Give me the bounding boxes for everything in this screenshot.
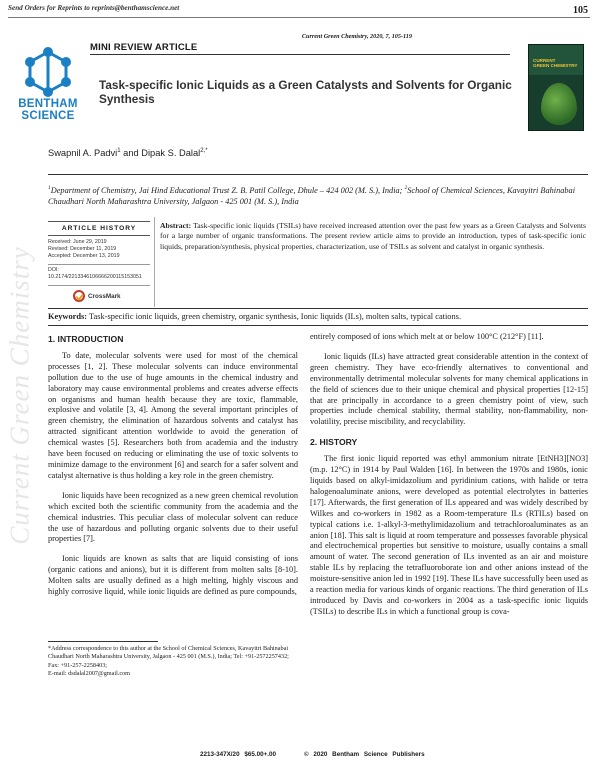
article-history-title: ARTICLE HISTORY xyxy=(48,221,150,236)
author-list xyxy=(48,148,208,158)
journal-cover xyxy=(528,44,584,131)
keywords xyxy=(48,312,588,321)
body-paragraph: Ionic liquids have been recognized as a new green chemical revolution which excited both the scientific community from the academia and the chemical industries. This peculiar class of molecular solvent can reduce the use of hazardous and polluting organic solvents due to their useful properties [7]. xyxy=(48,490,298,544)
reprints-notice: Send Orders for Reprints to reprints@benthamscience.net xyxy=(8,4,180,12)
cover-leaf-image xyxy=(541,83,577,125)
footnote-email[interactable]: E-mail: dsdalal2007@gmail.com xyxy=(48,670,130,678)
logo-text-science: SCIENCE xyxy=(21,110,75,122)
journal-citation: Current Green Chemistry, 2020, 7, 105-119 xyxy=(301,33,412,40)
keywords-text: Task-specific ionic liquids, green chemistry, organic synthesis, Ionic liquids (ILs), molten salts, typical cations. xyxy=(87,312,462,321)
cover-title-line2: GREEN CHEMISTRY xyxy=(533,63,578,68)
history-abstract-divider xyxy=(154,217,155,307)
footnote-address: *Address correspondence to this author at the School of Chemical Sciences, Kavayitri Bahinabai Chaudhari North Maharashtra University, Jalgaon - 425 001 (M.S.), India; Tel: +91-2572257432; Fax: +91-257-2258403; xyxy=(48,645,289,669)
received-date: Received: June 29, 2019 xyxy=(48,239,107,245)
body-paragraph: entirely composed of ions which melt at or below 100°C (212°F) [11]. xyxy=(310,332,544,341)
affiliation-marker: 1 xyxy=(48,185,51,191)
history-divider xyxy=(48,264,150,265)
body-column-right xyxy=(310,332,588,627)
article-title: Task-specific Ionic Liquids as a Green Catalysts and Solvents for Organic Synthesis xyxy=(99,78,512,106)
section-heading-introduction: 1. INTRODUCTION xyxy=(48,334,124,344)
logo-text-bentham: BENTHAM xyxy=(18,98,78,110)
crossmark-icon xyxy=(73,290,85,302)
affiliations xyxy=(48,183,578,207)
author-separator: and xyxy=(120,148,142,159)
article-type: MINI REVIEW ARTICLE xyxy=(90,42,198,53)
cover-title-line1: CURRENT xyxy=(533,58,556,63)
journal-watermark: Current Green Chemistry xyxy=(4,246,35,545)
crossmark-button[interactable] xyxy=(73,290,150,302)
history-divider xyxy=(48,285,150,286)
section-heading-history: 2. HISTORY xyxy=(310,437,358,448)
affiliation-2: School of Chemical Sciences, Kavayitri Bahinabai Chaudhari North Maharashtra University, Jalgaon - 425 001 (M. S.), India xyxy=(48,185,575,206)
doi-label: DOI: xyxy=(48,267,59,273)
correspondence-footnote xyxy=(48,645,300,679)
author-affiliation-marker: 2,* xyxy=(200,148,208,154)
footer-copyright: © 2020 Bentham Science Publishers xyxy=(304,751,425,758)
affiliation-marker: 2 xyxy=(404,185,408,191)
body-paragraph: The first ionic liquid reported was ethyl ammonium nitrate [EtNH3][NO3] (m.p. 12°C) in 1914 by Paul Walden [16]. In between the 1970s and 1980s, ionic liquids based on alkyl-imidazolium and pyridinium cations, with halide or tetra halogenoaluminate anions, were developed as potential electrolytes in batteries [17]. Afterwards, the first generation of ILs appeared and was widely described by Wilkes and co-workers in 1982 as a Room-temperature ILs (RTILs) based on typical cations i.e. 1-alkyl-3-methylimidazolium and tetrachloroaluminates as an anion [18]. This salt is liquid at room temperature and possesses favorable physical and electrochemical properties but sensitive to moisture, usually contains a small amount of water. The second generation of ILs invented as an air and moisture stable ILs by replacing the tetrafluoroborate ion and other anions instead of the moisture-sensitive anion led in 1992 [19]. These ILs have successfully been used as a reaction media for various kinds of organic reactions. The third generation of ILs introduced by Davis and co-workers in 2004 as a task-specific ionic liquids (TSILs) to describe ILs in which a functional group is cova- xyxy=(310,454,588,616)
body-paragraph: Ionic liquids (ILs) have attracted great considerable attention in the context of green chemistry. They have eco-friendly alternatives to conventional and environmentally detrimental molecular solvents for many chemical applications in the field of sciences due to their unique chemical and physical properties [12-15] that are principally in accordance to a green chemistry point of view, such properties include chemical stability, thermal stability, non-flammability, non-volatility, precise miscibility, and recyclability. xyxy=(310,351,588,427)
header-rule xyxy=(8,17,590,18)
crossmark-label: CrossMark xyxy=(88,292,121,300)
body-paragraph: To date, molecular solvents were used for most of the chemical processes [1, 2]. These molecular solvents can induce environmental pollution due to the use of huge amounts in the chemical industry and laboratory may cause environmental problems and creates adverse effects on organisms and human health because they are toxic, flammable, explosive and volatile [3, 4]. Among the several important principles of green chemistry, the elimination of hazardous solvents and catalyst has attracted significant attention worldwide to avoid the generation of chemical wastes [5]. Researchers both from academia and the industry have been focused on reducing or eliminating the use of toxic solvents to minimize damage to the environment [6] and search for a safer solvent and catalyst alternative is thus holding a key role in the green chemistry. xyxy=(48,350,298,480)
footnote-rule xyxy=(48,641,158,642)
keywords-rule-top xyxy=(48,308,588,309)
authors-rule xyxy=(48,174,588,175)
abstract-label: Abstract: xyxy=(160,221,192,230)
revised-date: Revised: December 11, 2019 xyxy=(48,246,117,252)
keywords-label: Keywords: xyxy=(48,312,88,321)
body-column-left xyxy=(48,332,298,607)
page-number: 105 xyxy=(573,5,588,16)
footer-issn: 2213-347X/20 $65.00+.00 xyxy=(200,751,277,758)
abstract xyxy=(160,221,586,252)
author-name: Dipak S. Dalal xyxy=(141,148,201,159)
affiliation-1: Department of Chemistry, Jai Hind Educational Trust Z. B. Patil College, Dhule – 424 002 (M. S.), India; xyxy=(50,185,405,195)
cover-title xyxy=(533,58,578,68)
molecule-icon xyxy=(8,44,88,98)
article-history xyxy=(48,221,150,302)
abstract-text: Task-specific ionic liquids (TSILs) have received increased attention over the past few years as a Green Catalysts and Solvents for a large number of organic transformations. The present review article aims to provide an introduction, types of task-specific ionic liquids, preparation/synthesis, physical properties, characterization, use of TSILs as solvent and catalyst in organic synthesis. xyxy=(160,221,586,251)
keywords-rule-bottom xyxy=(48,325,588,326)
author-name: Swapnil A. Padvi xyxy=(48,148,118,159)
publisher-logo xyxy=(8,44,88,122)
doi-link[interactable]: 10.2174/2213346106666200115153051 xyxy=(48,274,142,280)
page-footer xyxy=(200,751,453,758)
author-affiliation-marker: 1 xyxy=(117,148,121,154)
body-paragraph: Ionic liquids are known as salts that are liquid consisting of ions (organic cations and anions), but it is different from molten salts [8-10]. Molten salts are usually defined as a high melting, highly viscous and highly corrosive liquid, while ionic liquids are defined as pure compounds, xyxy=(48,554,298,597)
accepted-date: Accepted: December 13, 2019 xyxy=(48,253,120,259)
article-type-rule xyxy=(90,54,510,55)
